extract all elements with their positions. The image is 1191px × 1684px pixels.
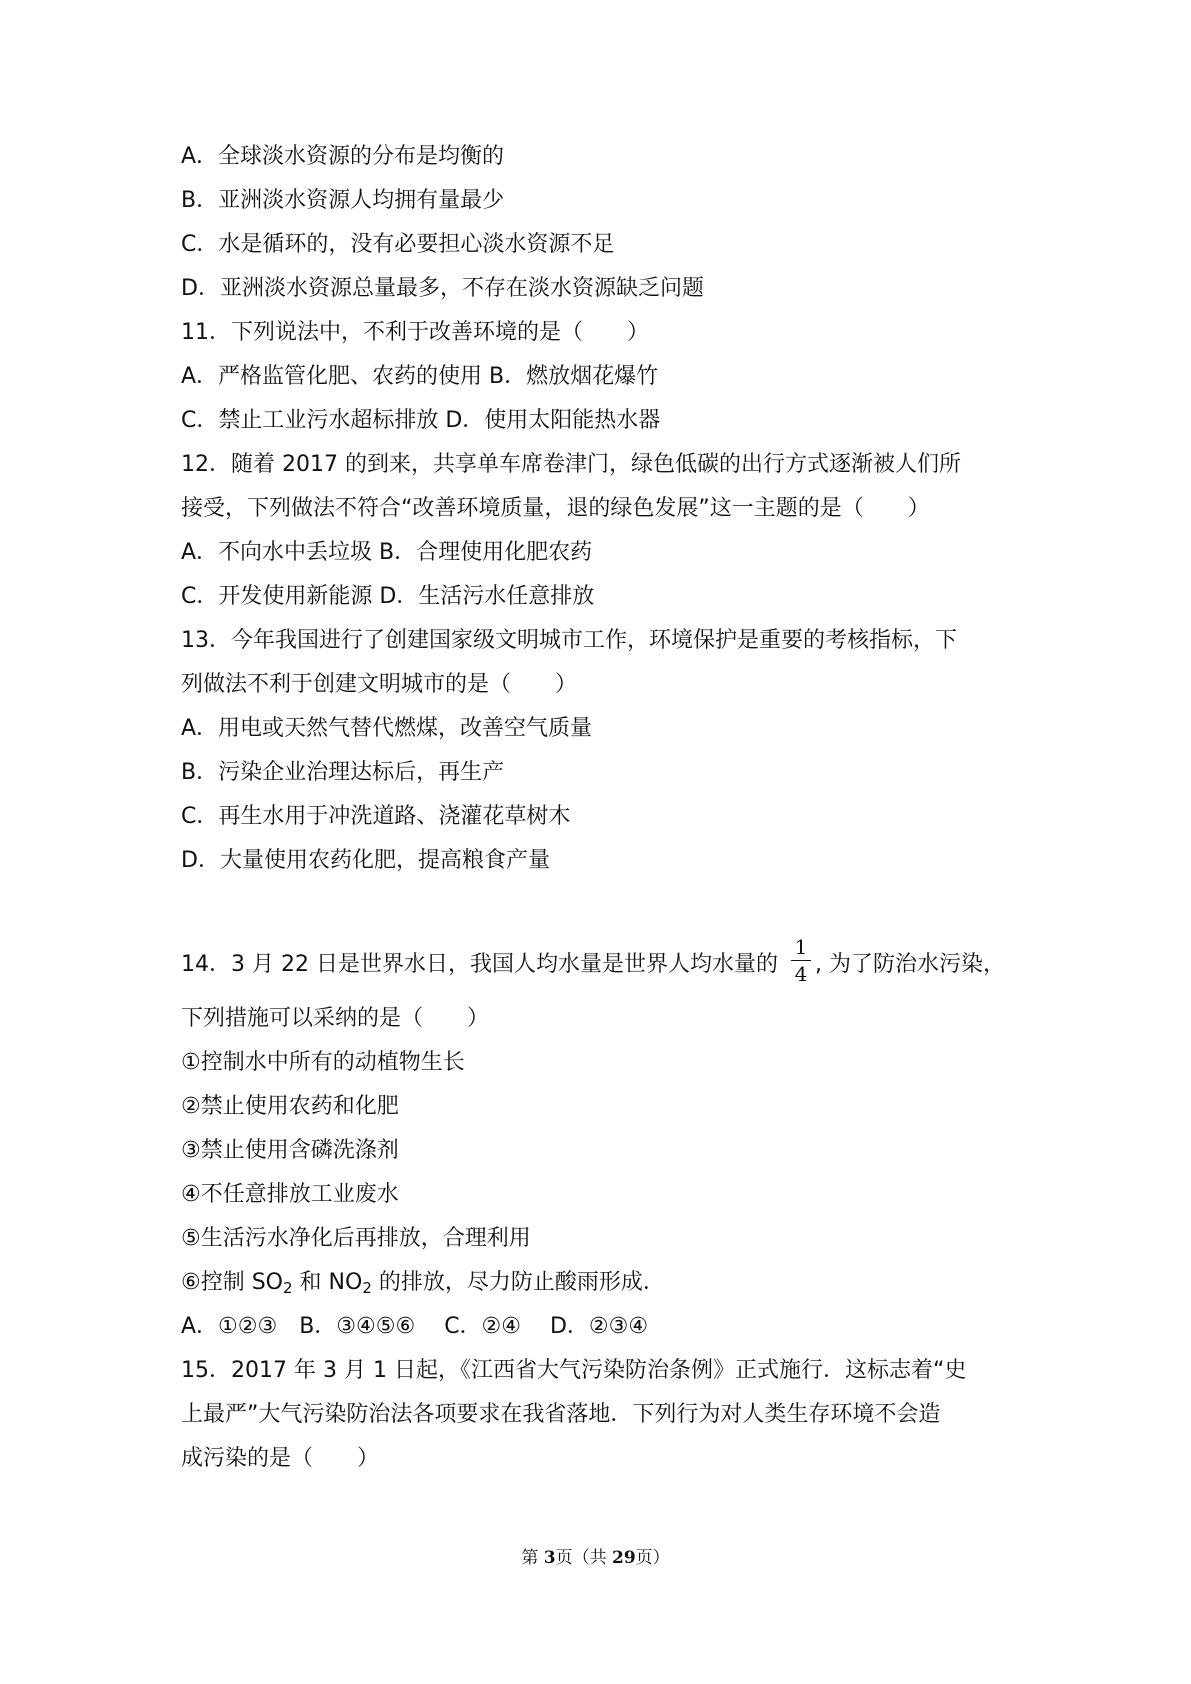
q13-option-d: D．大量使用农药化肥，提高粮食产量 bbox=[181, 848, 550, 873]
q14-measure-6-part-b: 和 NO bbox=[292, 1270, 363, 1295]
q14-measure-1: ①控制水中所有的动植物生长 bbox=[181, 1050, 465, 1075]
q14-stem-line1: 14．3 月 22 日是世界水日，我国人均水量是世界人均水量的 bbox=[181, 952, 778, 977]
subscript-2: 2 bbox=[283, 1279, 293, 1297]
footer-total-pages: 29 bbox=[611, 1548, 636, 1568]
q10-option-b: B．亚洲淡水资源人均拥有量最少 bbox=[181, 188, 505, 213]
q12-stem-line2: 接受，下列做法不符合“改善环境质量，退的绿色发展”这一主题的是（ ） bbox=[181, 496, 930, 521]
footer-suffix: 页） bbox=[635, 1548, 670, 1568]
page-footer bbox=[0, 1546, 1191, 1570]
q11-options-cd: C．禁止工业污水超标排放 D．使用太阳能热水器 bbox=[181, 408, 661, 433]
q14-choices: A．①②③ B．③④⑤⑥ C．②④ D．②③④ bbox=[181, 1314, 649, 1339]
q10-option-d: D．亚洲淡水资源总量最多，不存在淡水资源缺乏问题 bbox=[181, 276, 704, 301]
q14-measure-2: ②禁止使用农药和化肥 bbox=[181, 1094, 399, 1119]
q12-stem-line1: 12．随着 2017 的到来，共享单车席卷津门，绿色低碳的出行方式逐渐被人们所 bbox=[181, 452, 961, 477]
q15-stem-line2: 上最严”大气污染防治法各项要求在我省落地．下列行为对人类生存环境不会造 bbox=[181, 1402, 941, 1427]
q13-option-a: A．用电或天然气替代燃煤，改善空气质量 bbox=[181, 716, 593, 741]
q10-option-a: A．全球淡水资源的分布是均衡的 bbox=[181, 144, 505, 169]
footer-page-number: 3 bbox=[543, 1548, 556, 1568]
q13-option-b: B．污染企业治理达标后，再生产 bbox=[181, 760, 505, 785]
q12-options-ab: A．不向水中丢垃圾 B．合理使用化肥农药 bbox=[181, 540, 593, 565]
q14-stem-line1-end: , 为了防治水污染， bbox=[815, 952, 1005, 977]
footer-prefix: 第 bbox=[521, 1548, 544, 1568]
q11-options-ab: A．严格监管化肥、农药的使用 B．燃放烟花爆竹 bbox=[181, 364, 659, 389]
fraction-denominator: 4 bbox=[794, 962, 808, 986]
q13-stem-line2: 列做法不利于创建文明城市的是（ ） bbox=[181, 672, 578, 697]
q14-measure-6-part-c: 的排放，尽力防止酸雨形成． bbox=[371, 1270, 665, 1295]
fraction-numerator: 1 bbox=[794, 935, 808, 959]
q13-stem-line1: 13．今年我国进行了创建国家级文明城市工作，环境保护是重要的考核指标，下 bbox=[181, 628, 957, 653]
q10-option-c: C．水是循环的，没有必要担心淡水资源不足 bbox=[181, 232, 615, 257]
q15-stem-line1: 15．2017 年 3 月 1 日起，《江西省大气污染防治条例》正式施行．这标志着“史 bbox=[181, 1358, 967, 1383]
footer-middle: 页（共 bbox=[555, 1548, 612, 1568]
q14-measure-6 bbox=[181, 1268, 1021, 1298]
q11-stem: 11．下列说法中，不利于改善环境的是（ ） bbox=[181, 320, 649, 345]
q15-stem-line3: 成污染的是（ ） bbox=[181, 1446, 380, 1471]
q13-option-c: C．再生水用于冲洗道路、浇灌花草树木 bbox=[181, 804, 571, 829]
q12-options-cd: C．开发使用新能源 D．生活污水任意排放 bbox=[181, 584, 595, 609]
q14-measure-6-part-a: ⑥控制 SO bbox=[181, 1270, 283, 1295]
q14-stem-line2: 下列措施可以采纳的是（ ） bbox=[181, 1006, 490, 1031]
subscript-2: 2 bbox=[362, 1279, 372, 1297]
q14-measure-5: ⑤生活污水净化后再排放，合理利用 bbox=[181, 1226, 531, 1251]
fraction-bar bbox=[791, 960, 811, 961]
q14-measure-3: ③禁止使用含磷洗涤剂 bbox=[181, 1138, 399, 1163]
q14-measure-4: ④不任意排放工业废水 bbox=[181, 1182, 399, 1207]
fraction-one-quarter bbox=[789, 935, 813, 986]
